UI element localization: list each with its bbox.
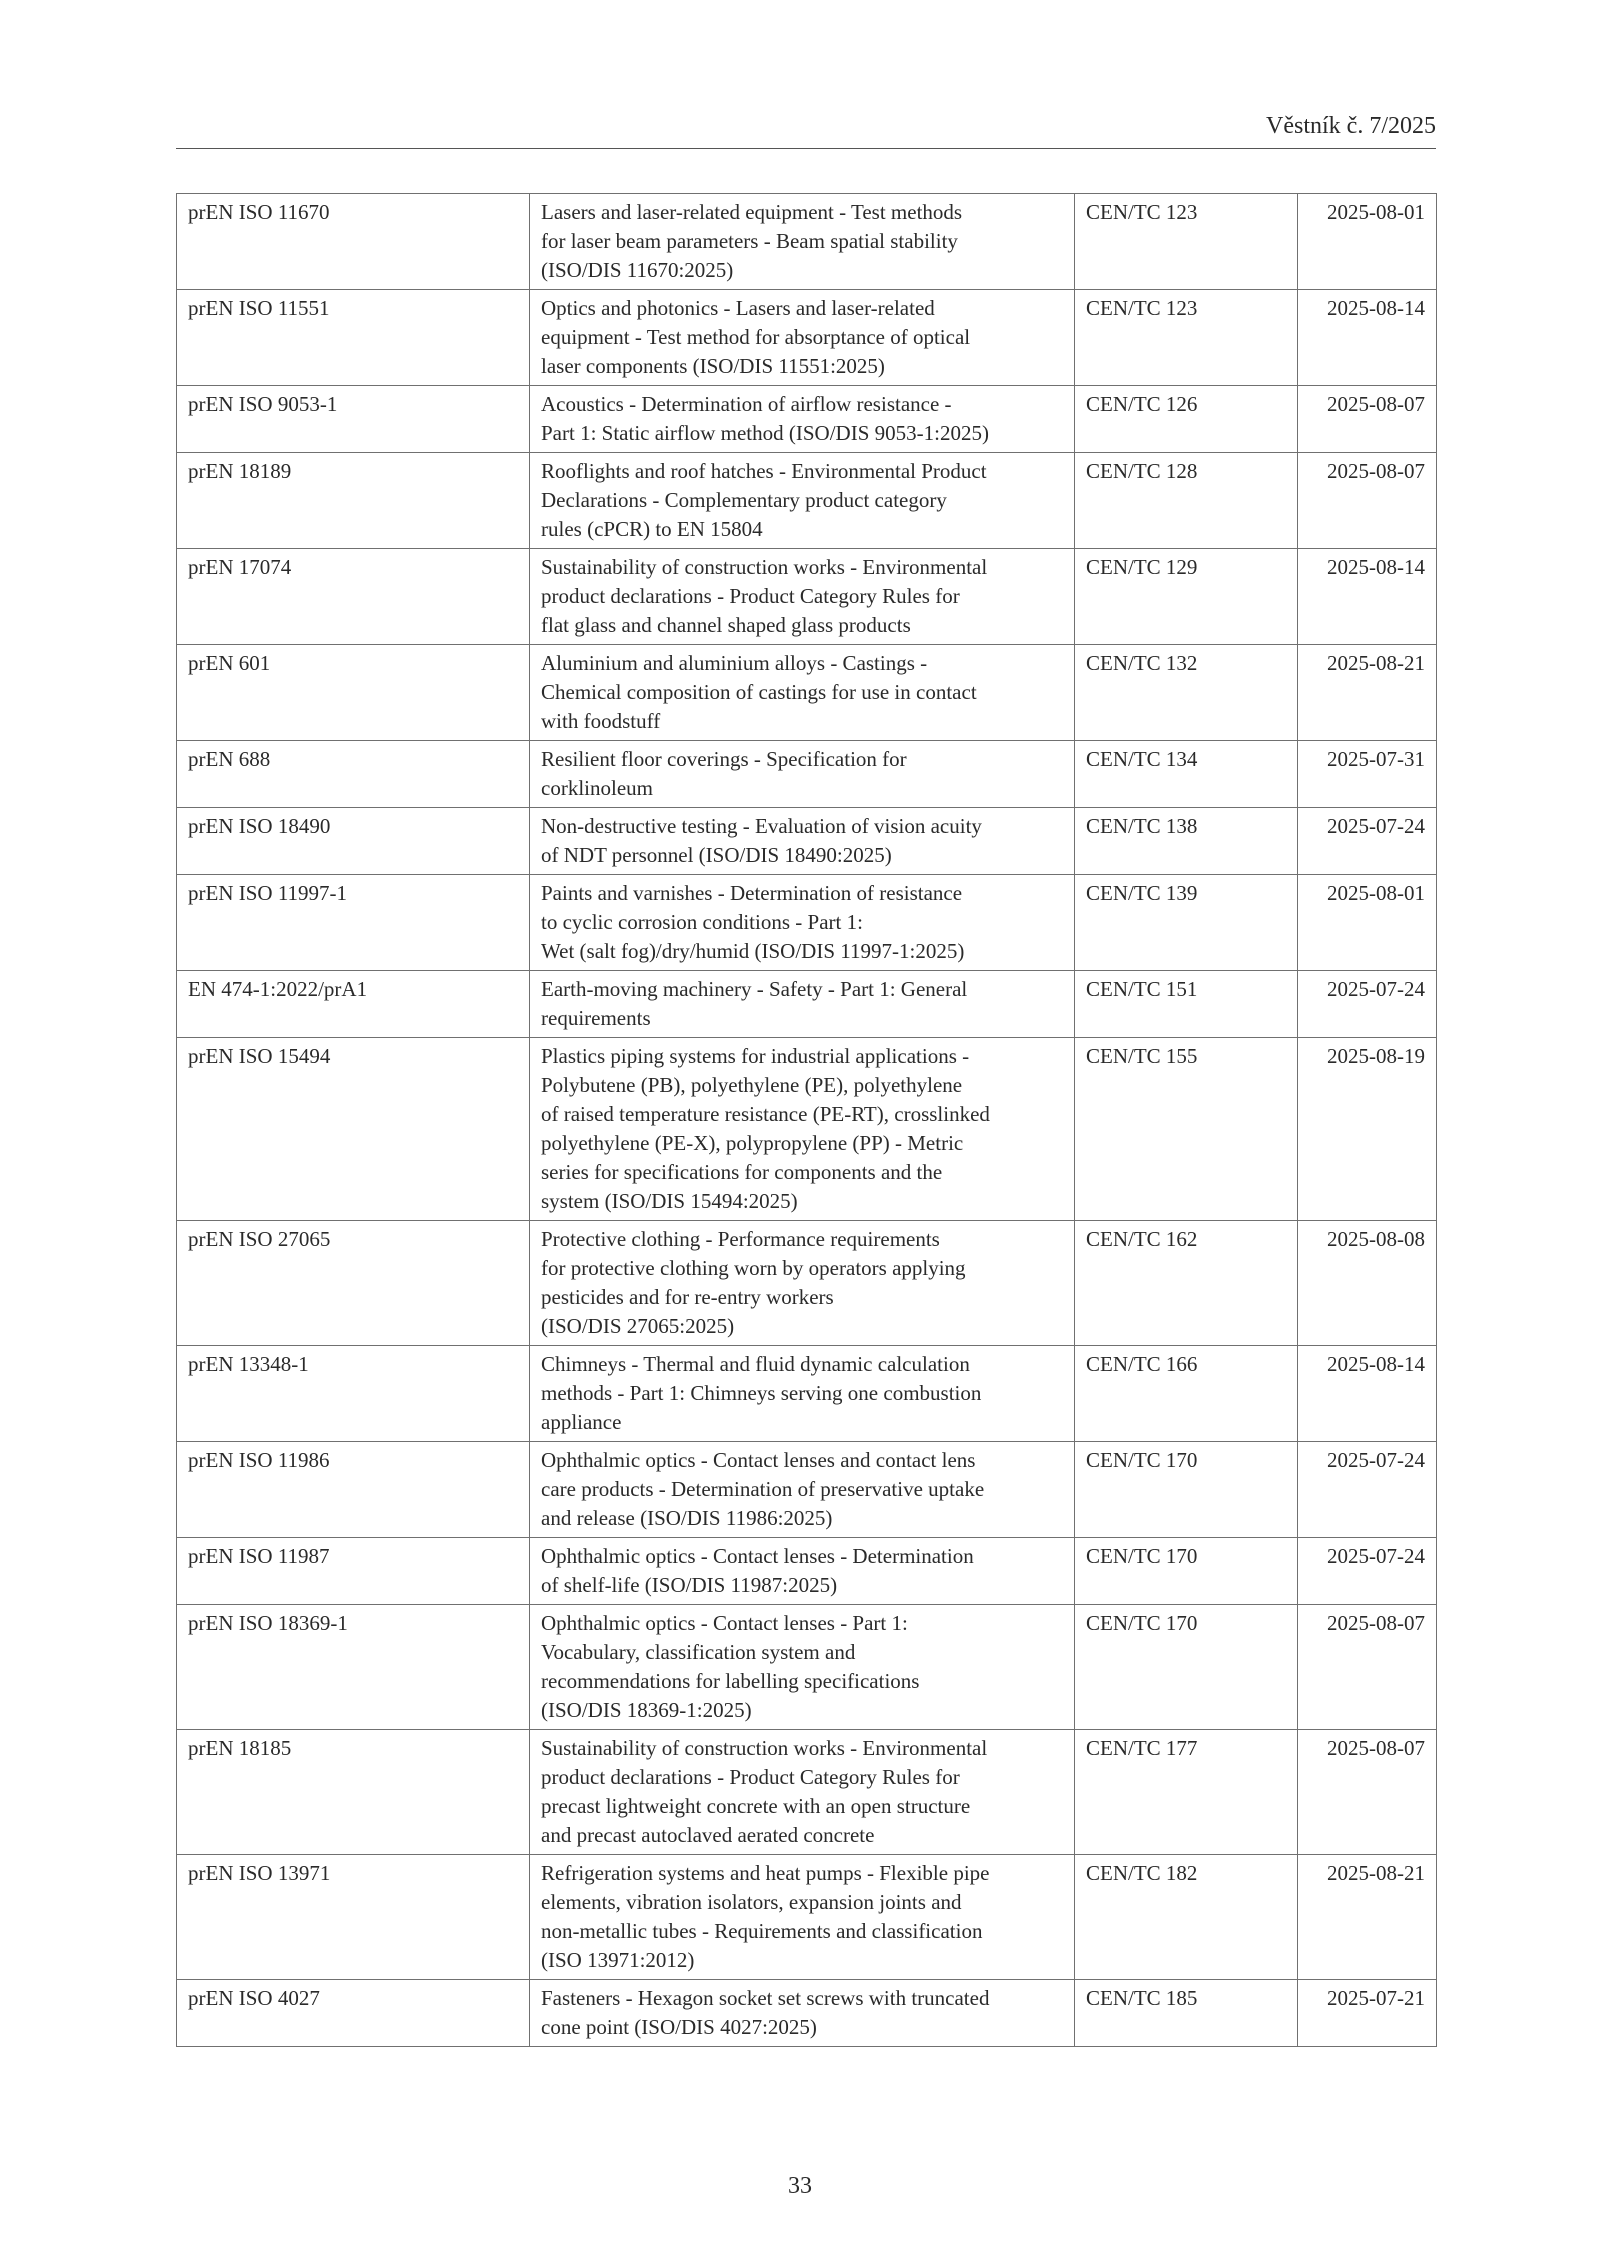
technical-committee: CEN/TC 170	[1075, 1442, 1298, 1538]
standard-code: prEN 17074	[177, 549, 530, 645]
technical-committee: CEN/TC 132	[1075, 645, 1298, 741]
technical-committee: CEN/TC 177	[1075, 1730, 1298, 1855]
standard-code: prEN ISO 18369-1	[177, 1605, 530, 1730]
technical-committee: CEN/TC 162	[1075, 1221, 1298, 1346]
table-row	[177, 549, 1437, 645]
standard-title: Fasteners - Hexagon socket set screws with truncated cone point (ISO/DIS 4027:2025)	[530, 1980, 1075, 2047]
comment-deadline: 2025-08-01	[1298, 875, 1437, 971]
standard-title: Resilient floor coverings - Specification for corklinoleum	[530, 741, 1075, 808]
standard-title: Ophthalmic optics - Contact lenses - Part 1: Vocabulary, classification system and recommendations for labelling specifications (ISO/DIS 18369-1:2025)	[530, 1605, 1075, 1730]
comment-deadline: 2025-07-24	[1298, 971, 1437, 1038]
standards-table	[176, 193, 1437, 2047]
standard-title: Plastics piping systems for industrial applications - Polybutene (PB), polyethylene (PE), polyethylene of raised temperature resistance (PE-RT), crosslinked polyethylene (PE-X), polypropylene (PP) - Metric series for specifications for components and the system (ISO/DIS 15494:2025)	[530, 1038, 1075, 1221]
standard-title: Ophthalmic optics - Contact lenses and contact lens care products - Determination of preservative uptake and release (ISO/DIS 11986:2025)	[530, 1442, 1075, 1538]
standard-title: Non-destructive testing - Evaluation of vision acuity of NDT personnel (ISO/DIS 18490:2025)	[530, 808, 1075, 875]
technical-committee: CEN/TC 123	[1075, 290, 1298, 386]
comment-deadline: 2025-07-24	[1298, 808, 1437, 875]
standard-title: Paints and varnishes - Determination of resistance to cyclic corrosion conditions - Part 1: Wet (salt fog)/dry/humid (ISO/DIS 11997-1:2025)	[530, 875, 1075, 971]
page-number: 33	[788, 2173, 812, 2199]
publication-title: Věstník č. 7/2025	[1266, 113, 1436, 139]
standard-title: Aluminium and aluminium alloys - Castings - Chemical composition of castings for use in contact with foodstuff	[530, 645, 1075, 741]
standard-title: Protective clothing - Performance requirements for protective clothing worn by operators applying pesticides and for re-entry workers (ISO/DIS 27065:2025)	[530, 1221, 1075, 1346]
table-row	[177, 1980, 1437, 2047]
comment-deadline: 2025-08-07	[1298, 1730, 1437, 1855]
standard-title: Refrigeration systems and heat pumps - Flexible pipe elements, vibration isolators, expansion joints and non-metallic tubes - Requirements and classification (ISO 13971:2012)	[530, 1855, 1075, 1980]
comment-deadline: 2025-08-19	[1298, 1038, 1437, 1221]
table-row	[177, 741, 1437, 808]
standard-title: Chimneys - Thermal and fluid dynamic calculation methods - Part 1: Chimneys serving one combustion appliance	[530, 1346, 1075, 1442]
table-row	[177, 1346, 1437, 1442]
comment-deadline: 2025-07-31	[1298, 741, 1437, 808]
table-row	[177, 1855, 1437, 1980]
technical-committee: CEN/TC 138	[1075, 808, 1298, 875]
standard-code: EN 474-1:2022/prA1	[177, 971, 530, 1038]
standard-code: prEN ISO 11986	[177, 1442, 530, 1538]
standard-code: prEN 13348-1	[177, 1346, 530, 1442]
standard-code: prEN ISO 13971	[177, 1855, 530, 1980]
standard-title: Lasers and laser-related equipment - Test methods for laser beam parameters - Beam spatial stability (ISO/DIS 11670:2025)	[530, 194, 1075, 290]
comment-deadline: 2025-07-24	[1298, 1442, 1437, 1538]
table-row	[177, 453, 1437, 549]
standard-code: prEN 18189	[177, 453, 530, 549]
page-header	[176, 112, 1436, 149]
standard-code: prEN ISO 11551	[177, 290, 530, 386]
comment-deadline: 2025-07-21	[1298, 1980, 1437, 2047]
table-row	[177, 808, 1437, 875]
technical-committee: CEN/TC 126	[1075, 386, 1298, 453]
comment-deadline: 2025-08-01	[1298, 194, 1437, 290]
table-row	[177, 875, 1437, 971]
standard-title: Rooflights and roof hatches - Environmental Product Declarations - Complementary product category rules (cPCR) to EN 15804	[530, 453, 1075, 549]
standard-code: prEN 18185	[177, 1730, 530, 1855]
standard-code: prEN ISO 15494	[177, 1038, 530, 1221]
standard-code: prEN ISO 11987	[177, 1538, 530, 1605]
technical-committee: CEN/TC 139	[1075, 875, 1298, 971]
table-row	[177, 1442, 1437, 1538]
standard-title: Sustainability of construction works - Environmental product declarations - Product Category Rules for flat glass and channel shaped glass products	[530, 549, 1075, 645]
standard-title: Ophthalmic optics - Contact lenses - Determination of shelf-life (ISO/DIS 11987:2025)	[530, 1538, 1075, 1605]
standard-code: prEN ISO 27065	[177, 1221, 530, 1346]
technical-committee: CEN/TC 129	[1075, 549, 1298, 645]
technical-committee: CEN/TC 185	[1075, 1980, 1298, 2047]
comment-deadline: 2025-08-14	[1298, 549, 1437, 645]
comment-deadline: 2025-08-14	[1298, 290, 1437, 386]
standard-title: Optics and photonics - Lasers and laser-related equipment - Test method for absorptance of optical laser components (ISO/DIS 11551:2025)	[530, 290, 1075, 386]
standard-code: prEN ISO 4027	[177, 1980, 530, 2047]
table-row	[177, 1605, 1437, 1730]
table-row	[177, 1221, 1437, 1346]
standard-code: prEN ISO 9053-1	[177, 386, 530, 453]
table-row	[177, 290, 1437, 386]
comment-deadline: 2025-08-08	[1298, 1221, 1437, 1346]
table-row	[177, 645, 1437, 741]
comment-deadline: 2025-08-07	[1298, 1605, 1437, 1730]
technical-committee: CEN/TC 170	[1075, 1538, 1298, 1605]
standards-table-body	[177, 194, 1437, 2047]
comment-deadline: 2025-08-07	[1298, 386, 1437, 453]
table-row	[177, 386, 1437, 453]
table-row	[177, 1038, 1437, 1221]
table-row	[177, 1730, 1437, 1855]
comment-deadline: 2025-08-21	[1298, 1855, 1437, 1980]
standard-code: prEN ISO 18490	[177, 808, 530, 875]
technical-committee: CEN/TC 170	[1075, 1605, 1298, 1730]
standard-title: Acoustics - Determination of airflow resistance - Part 1: Static airflow method (ISO/DIS 9053-1:2025)	[530, 386, 1075, 453]
standard-code: prEN ISO 11670	[177, 194, 530, 290]
standard-title: Earth-moving machinery - Safety - Part 1: General requirements	[530, 971, 1075, 1038]
technical-committee: CEN/TC 155	[1075, 1038, 1298, 1221]
table-row	[177, 194, 1437, 290]
comment-deadline: 2025-08-21	[1298, 645, 1437, 741]
comment-deadline: 2025-08-07	[1298, 453, 1437, 549]
standard-code: prEN ISO 11997-1	[177, 875, 530, 971]
standard-code: prEN 688	[177, 741, 530, 808]
technical-committee: CEN/TC 151	[1075, 971, 1298, 1038]
standard-code: prEN 601	[177, 645, 530, 741]
comment-deadline: 2025-07-24	[1298, 1538, 1437, 1605]
table-row	[177, 1538, 1437, 1605]
technical-committee: CEN/TC 123	[1075, 194, 1298, 290]
technical-committee: CEN/TC 128	[1075, 453, 1298, 549]
technical-committee: CEN/TC 134	[1075, 741, 1298, 808]
table-row	[177, 971, 1437, 1038]
technical-committee: CEN/TC 166	[1075, 1346, 1298, 1442]
comment-deadline: 2025-08-14	[1298, 1346, 1437, 1442]
standard-title: Sustainability of construction works - Environmental product declarations - Product Category Rules for precast lightweight concrete with an open structure and precast autoclaved aerated concrete	[530, 1730, 1075, 1855]
technical-committee: CEN/TC 182	[1075, 1855, 1298, 1980]
